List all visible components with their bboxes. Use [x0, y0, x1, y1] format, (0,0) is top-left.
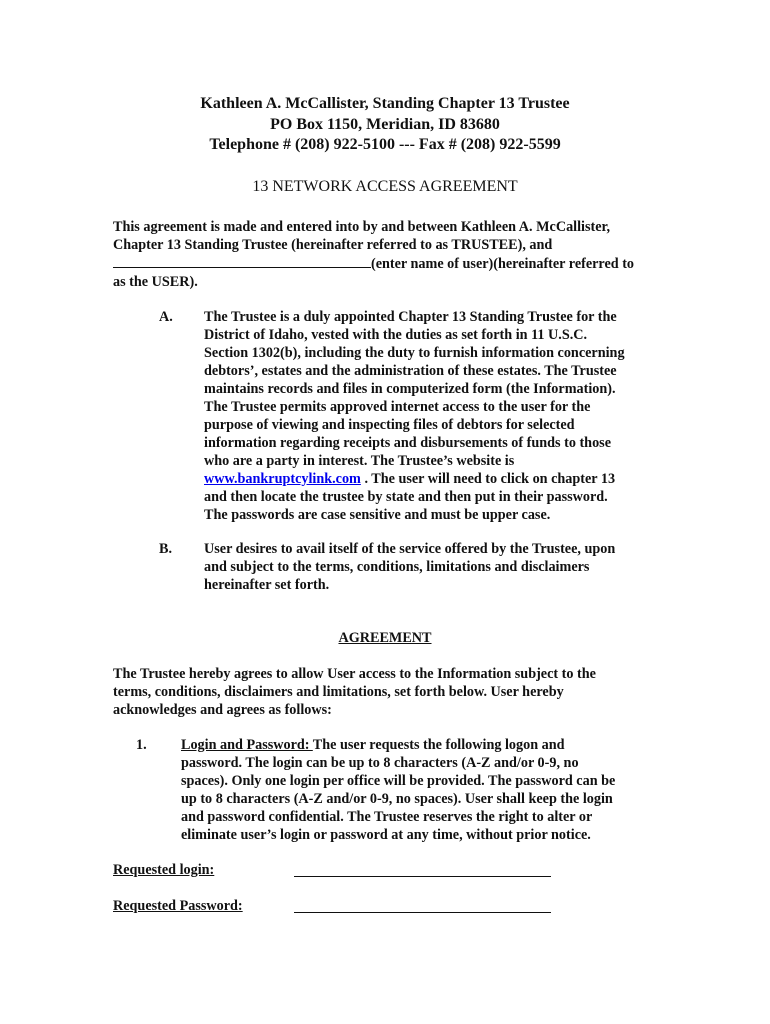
agreement-intro-line: terms, conditions, disclaimers and limitations, set forth below. User hereby: [113, 684, 564, 700]
section-a-line: maintains records and files in computerized form (the Information).: [204, 381, 616, 397]
agreement-intro-line: The Trustee hereby agrees to allow User access to the Information subject to the: [113, 666, 596, 682]
agreement-heading-text: AGREEMENT: [338, 630, 432, 646]
section-a-line: information regarding receipts and disbursements of funds to those: [204, 435, 611, 451]
requested-password-label: Requested Password:: [113, 898, 243, 914]
section-a-line: The Trustee permits approved internet access to the user for the: [204, 399, 591, 415]
agreement-heading: [0, 629, 770, 647]
section-b-line: hereinafter set forth.: [204, 577, 330, 593]
item-1-text: [181, 736, 661, 844]
item-1-line: password. The login can be up to 8 characters (A-Z and/or 0-9, no: [181, 755, 579, 771]
trustee-website-link[interactable]: www.bankruptcylink.com: [204, 471, 361, 487]
section-a-label: A.: [159, 309, 173, 325]
item-1-first-line-rest: The user requests the following logon and: [312, 737, 565, 753]
section-a-link-suffix: . The user will need to click on chapter 13: [360, 471, 616, 487]
intro-paragraph: [113, 218, 658, 291]
item-1-heading: Login and Password:: [181, 737, 313, 753]
section-b-text: [204, 540, 654, 594]
item-1-label: 1.: [136, 737, 147, 753]
section-a-line: who are a party in interest. The Trustee’s website is: [204, 453, 515, 469]
requested-login-label: Requested login:: [113, 862, 215, 878]
section-a-line: District of Idaho, vested with the duties as set forth in 11 U.S.C.: [204, 327, 588, 343]
letterhead-name: Kathleen A. McCallister, Standing Chapter 13 Trustee: [200, 95, 570, 112]
item-1-line: spaces). Only one login per office will be provided. The password can be: [181, 773, 616, 789]
letterhead-address: PO Box 1150, Meridian, ID 83680: [270, 115, 500, 133]
item-1-line: [181, 736, 661, 754]
section-a-line: The passwords are case sensitive and must be upper case.: [204, 507, 551, 523]
agreement-intro-line: acknowledges and agrees as follows:: [113, 702, 332, 718]
intro-line-suffix: (enter name of user)(hereinafter referred to: [371, 256, 635, 272]
section-b-line: User desires to avail itself of the service offered by the Trustee, upon: [204, 541, 616, 557]
intro-line: as the USER).: [113, 274, 198, 290]
section-b-line: and subject to the terms, conditions, limitations and disclaimers: [204, 559, 590, 575]
document-title: 13 NETWORK ACCESS AGREEMENT: [252, 178, 518, 195]
requested-password-blank-line[interactable]: [294, 912, 551, 913]
intro-line: [113, 254, 658, 273]
item-1-line: eliminate user’s login or password at any time, without prior notice.: [181, 827, 591, 843]
intro-line: This agreement is made and entered into by and between Kathleen A. McCallister,: [113, 219, 611, 235]
item-1-line: and password confidential. The Trustee reserves the right to alter or: [181, 809, 593, 825]
section-a-line: Section 1302(b), including the duty to furnish information concerning: [204, 345, 625, 361]
section-a-line: The Trustee is a duly appointed Chapter 13 Standing Trustee for the: [204, 309, 617, 325]
letterhead: [0, 94, 770, 156]
section-a-line: purpose of viewing and inspecting files of debtors for selected: [204, 417, 575, 433]
section-a-line: debtors’, estates and the administration of these estates. The Trustee: [204, 363, 617, 379]
section-a-line: and then locate the trustee by state and then put in their password.: [204, 489, 608, 505]
section-b-label: B.: [159, 541, 173, 557]
intro-line: Chapter 13 Standing Trustee (hereinafter referred to as TRUSTEE), and: [113, 237, 553, 253]
user-name-blank-line: [113, 254, 371, 268]
requested-login-blank-line[interactable]: [294, 876, 551, 877]
section-a-line: [204, 470, 654, 488]
item-1-line: up to 8 characters (A-Z and/or 0-9, no spaces). User shall keep the login: [181, 791, 613, 807]
agreement-intro: [113, 665, 673, 719]
section-a-text: [204, 308, 654, 524]
letterhead-phone-fax: Telephone # (208) 922-5100 --- Fax # (208) 922-5599: [209, 136, 561, 153]
